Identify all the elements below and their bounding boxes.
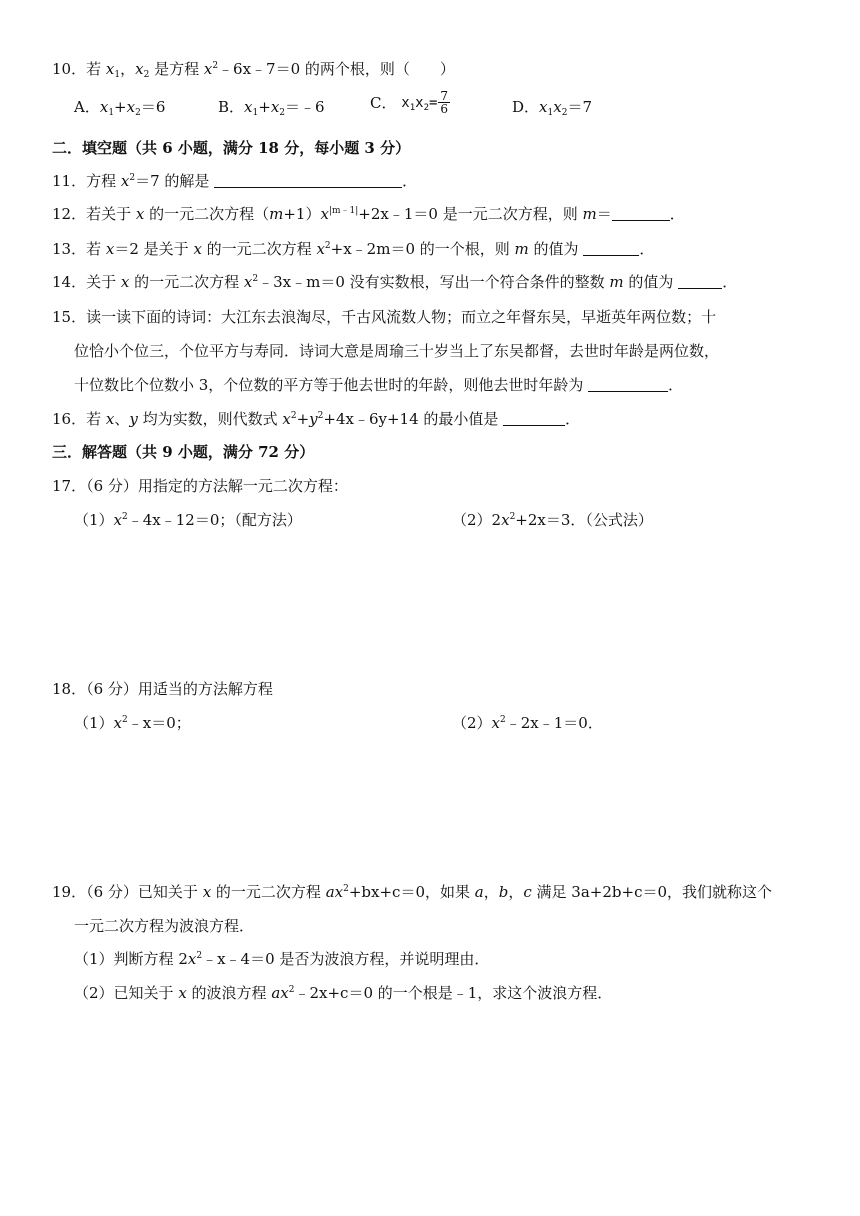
question-19-line-2: 一元二次方程为波浪方程．	[74, 917, 255, 935]
option-d: D．$x_1x_2=7$	[512, 98, 592, 118]
question-15-line-3: 十位数比个位数小 3，个位数的平方等于他去世时的年龄，则他去世时年龄为 ．	[74, 376, 684, 394]
answer-blank[interactable]	[214, 173, 402, 188]
question-17-part-1: $(1)x^2﹣4x﹣12=0$；（配方法）	[74, 511, 302, 529]
question-14: 14．关于 x 的一元二次方程 $x^2﹣3x﹣m=0$ 没有实数根，写出一个符合条件的整数 m 的值为 ．	[52, 273, 738, 291]
answer-blank[interactable]	[678, 274, 722, 289]
fraction: $\frac{7}{6}$	[440, 89, 449, 116]
question-18-part-1: $(1)x^2﹣x=0$；	[74, 714, 191, 732]
section-3-heading: 三．解答题（共 9 小题，满分 72 分）	[52, 443, 315, 461]
answer-blank[interactable]	[503, 411, 565, 426]
question-19: 19．（6 分）已知关于 x 的一元二次方程 $ax^2+bx+c=0$，如果 a，b，c 满足 3a+2b+c＝0，我们就称这个	[52, 883, 773, 901]
question-10: 10．若 $x_1$，$x_2$ 是方程 $x^2﹣6x﹣7=0$ 的两个根，则（ ）	[52, 60, 455, 80]
option-c: C． $x_1x_2=$ $\frac{7}{6}$	[370, 89, 449, 116]
question-13: 13．若 x＝2 是关于 x 的一元二次方程 $x^2+x﹣2m=0$ 的一个根，则 m 的值为 ．	[52, 240, 655, 258]
question-18-part-2: $(2)x^2﹣2x﹣1=0$．	[452, 714, 603, 732]
question-17: 17．（6 分）用指定的方法解一元二次方程：	[52, 477, 348, 495]
answer-blank[interactable]	[588, 377, 668, 392]
question-11: 11．方程 $x^2=7$ 的解是 ．	[52, 172, 418, 190]
question-19-part-2: （2）已知关于 x 的波浪方程 $ax^2﹣2x+c=0$ 的一个根是﹣1，求这个波浪方程．	[74, 984, 613, 1002]
question-12: 12．若关于 x 的一元二次方程$(m+1)x^{|m﹣1|}+2x﹣1=0$ 是一元二次方程，则 m＝ ．	[52, 205, 685, 223]
question-17-part-2: $(2)2x^2+2x=3$．（公式法）	[452, 511, 653, 529]
option-a: A．$x_1+x_2=6$	[74, 98, 166, 118]
question-16: 16．若 x、y 均为实数，则代数式 $x^2+y^2+4x﹣6y+14$ 的最小值是 ．	[52, 410, 581, 428]
option-b: B．$x_1+x_2=﹣6$	[218, 98, 325, 118]
answer-blank[interactable]	[583, 241, 639, 256]
question-19-part-1: （1）判断方程 $2x^2﹣x﹣4=0$ 是否为波浪方程，并说明理由．	[74, 950, 490, 968]
question-15-line-2: 位恰小个位三，个位平方与寿同．诗词大意是周瑜三十岁当上了东吴都督，去世时年龄是两位数，	[74, 342, 720, 360]
question-15: 15．读一读下面的诗词：大江东去浪淘尽，千古风流数人物；而立之年督东吴，早逝英年两位数；十	[52, 308, 717, 326]
answer-blank[interactable]	[612, 206, 670, 221]
section-2-heading: 二．填空题（共 6 小题，满分 18 分，每小题 3 分）	[52, 139, 411, 157]
question-18: 18．（6 分）用适当的方法解方程	[52, 680, 273, 698]
